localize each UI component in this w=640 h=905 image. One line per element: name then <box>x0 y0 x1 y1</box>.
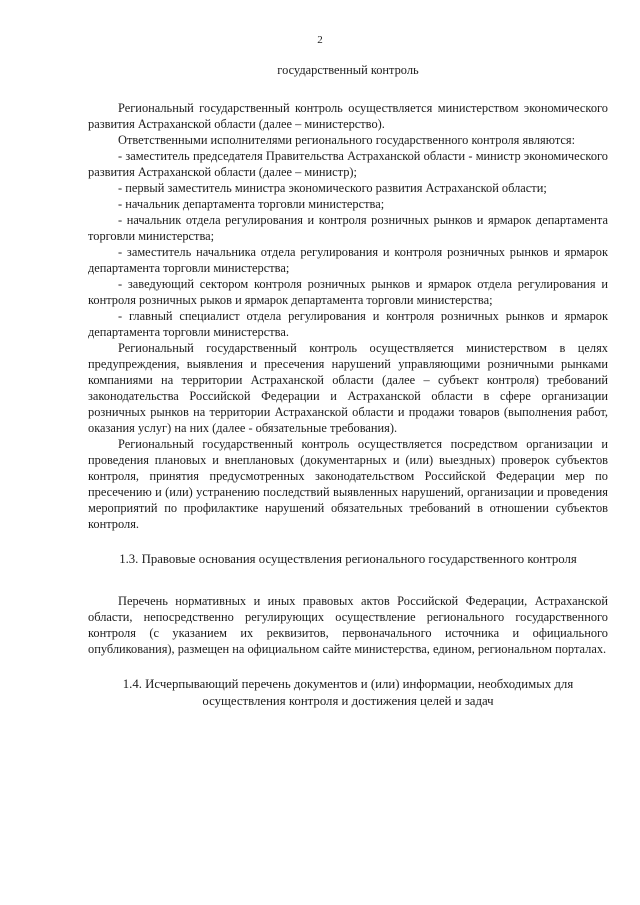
document-body <box>88 62 608 710</box>
list-item: - начальник департамента торговли министерства; <box>118 197 385 211</box>
paragraph: Ответственными исполнителями регионального государственного контроля являются: <box>118 133 576 147</box>
list-item: - главный специалист отдела регулирования и контроля розничных рынков и ярмарок департамента торговли министерства. <box>88 309 608 339</box>
paragraph: Региональный государственный контроль осуществляется министерством экономического развития Астраханской области (далее – министерство). <box>88 101 608 131</box>
page-number: 2 <box>317 34 323 46</box>
list-item: - заместитель начальника отдела регулирования и контроля розничных рынков и ярмарок департамента торговли министерства; <box>88 245 608 275</box>
list-item: - начальник отдела регулирования и контроля розничных рынков и ярмарок департамента торговли министерства; <box>88 213 608 243</box>
list-item: - первый заместитель министра экономического развития Астраханской области; <box>118 181 547 195</box>
list-item: - заведующий сектором контроля розничных рынков и ярмарок отдела регулирования и контроля розничных рыков и ярмарок департамента торговли министерства; <box>88 277 608 307</box>
paragraph: Региональный государственный контроль осуществляется министерством в целях предупреждения, выявления и пресечения нарушений управляющими розничными рынками компаниями на территории Астраханской области (далее – субъект контроля) требований законодательства Российской Федерации и Астраханской области в сфере организации розничных рынков на территории Астраханской области и продажи товаров (выполнения работ, оказания услуг) на них (далее - обязательные требования). <box>88 341 608 435</box>
section-title-1-3: 1.3. Правовые основания осуществления регионального государственного контроля <box>119 552 577 566</box>
heading-continuation: государственный контроль <box>277 63 419 77</box>
paragraph: Региональный государственный контроль осуществляется посредством организации и проведения плановых и внеплановых (документарных и (или) выездных) проверок субъектов контроля, принятия предусмотренных законодательством Российской Федерации мер по пресечению и (или) устранению последствий выявленных нарушений, организации и проведения мероприятий по профилактике нарушений обязательных требований в отношении субъектов контроля. <box>88 437 608 531</box>
section-title-1-4: 1.4. Исчерпывающий перечень документов и (или) информации, необходимых для осуществления контроля и достижения целей и задач <box>122 677 574 708</box>
list-item: - заместитель председателя Правительства Астраханской области - министр экономического развития Астраханской области (далее – министр); <box>88 149 608 179</box>
section-1-3-paragraph: Перечень нормативных и иных правовых актов Российской Федерации, Астраханской области, непосредственно регулирующих осуществление регионального государственного контроля (с указанием их реквизитов, первоначального источника и официального опубликования), размещен на официальном сайте министерства, едином, региональном порталах. <box>88 594 608 656</box>
